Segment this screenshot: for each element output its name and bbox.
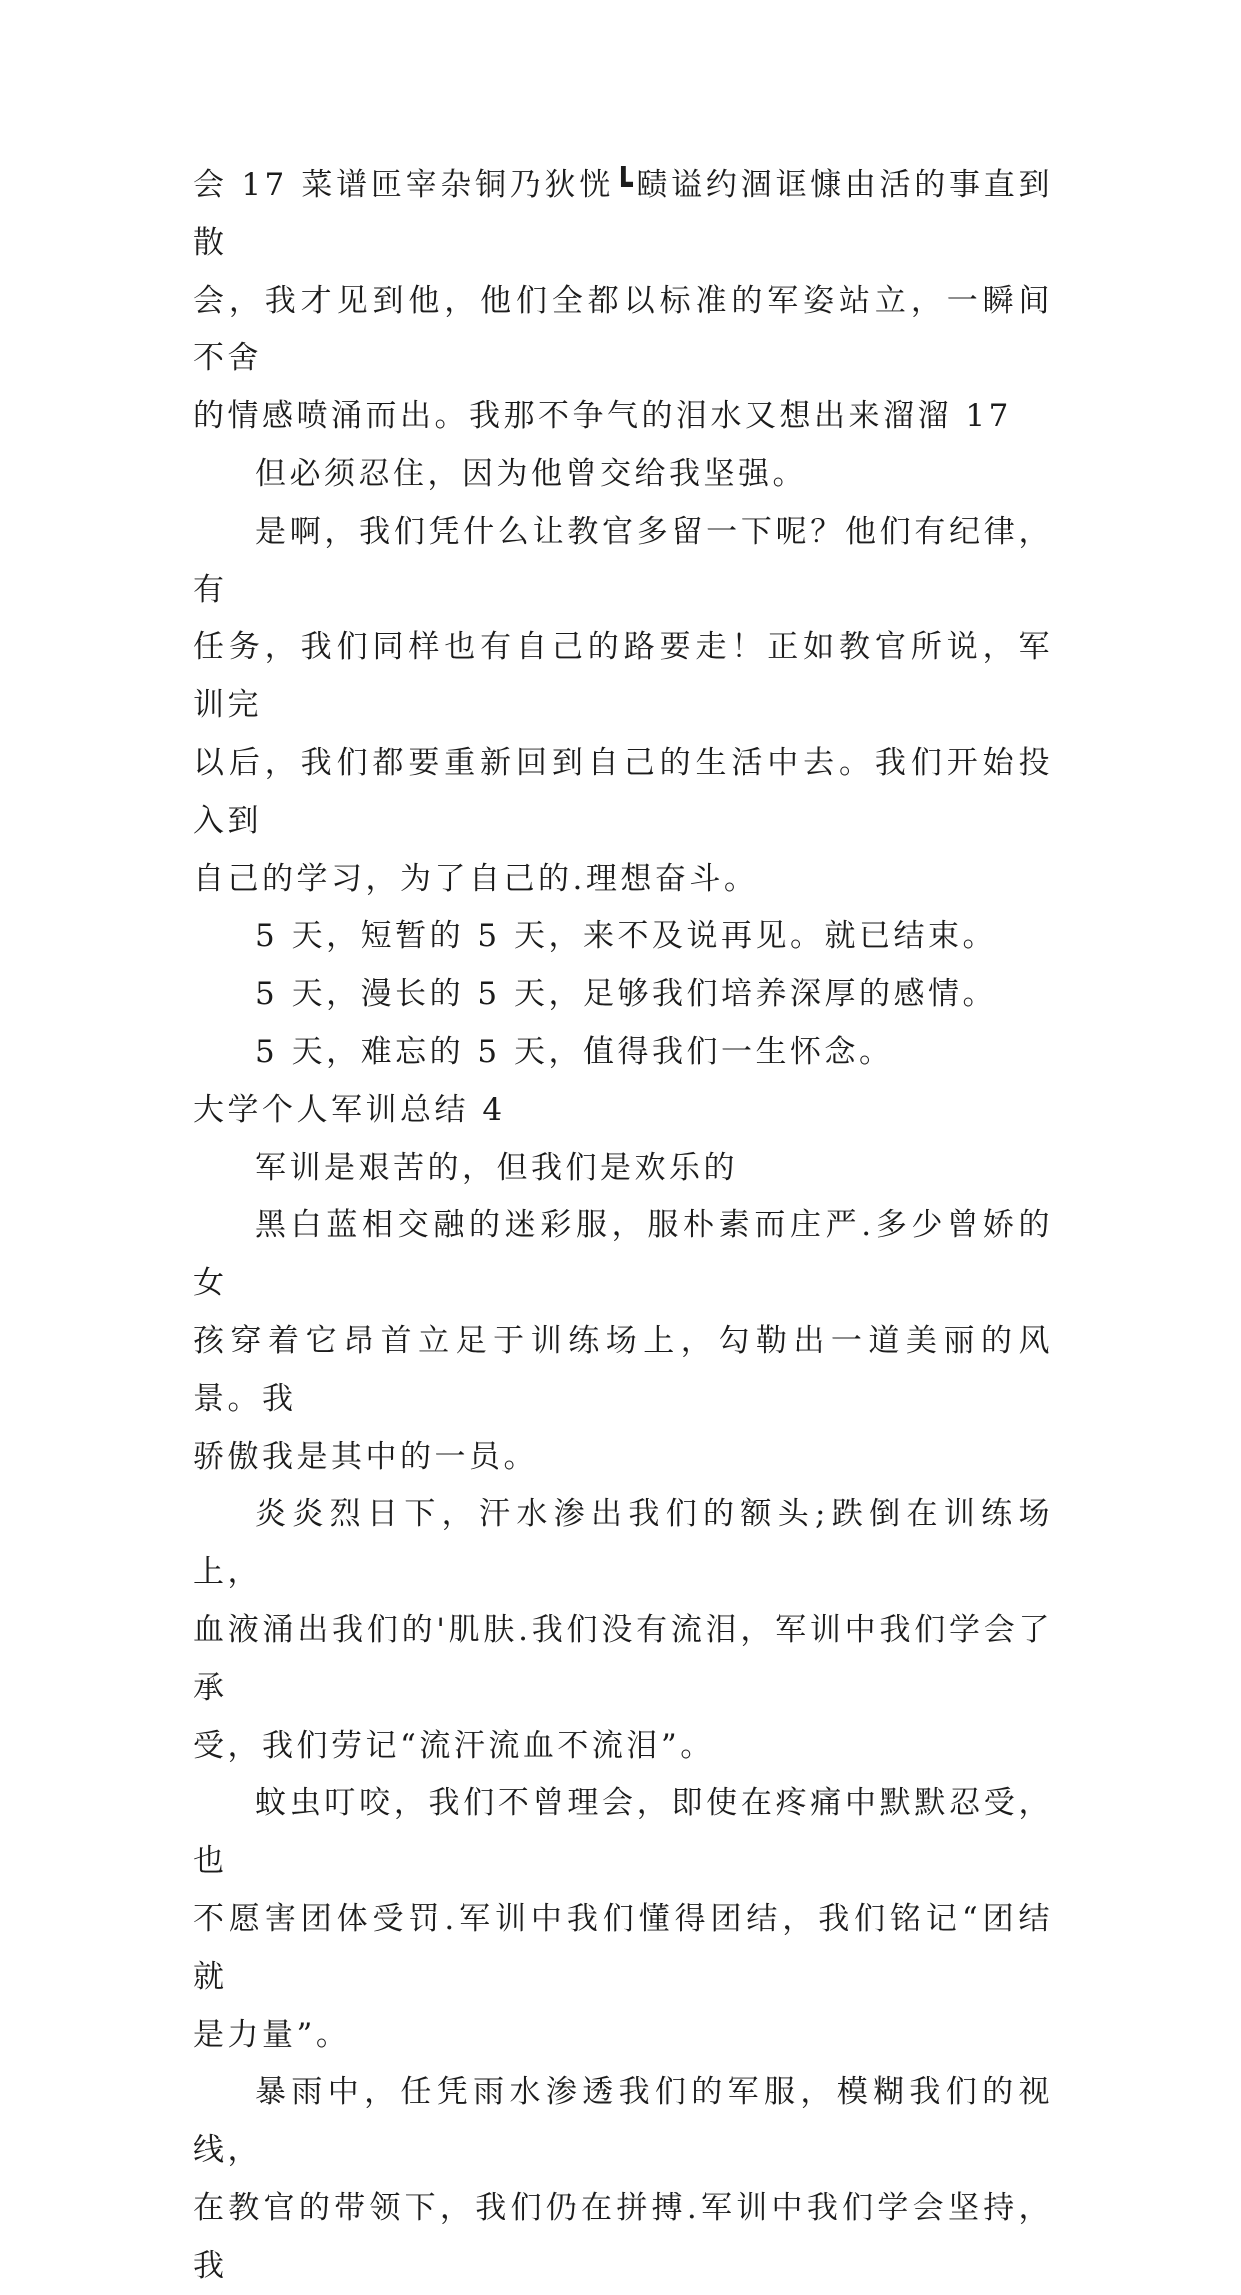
paragraph-2 — [193, 446, 1053, 504]
paragraph-7 — [193, 1140, 1053, 1198]
text-line: 受，我们劳记“流汗流血不流泪”。 — [193, 1727, 715, 1764]
paragraph-3 — [193, 504, 1053, 909]
text-line: 炎炎烈日下，汗水渗出我们的额头;跌倒在训练场上， — [193, 1496, 1053, 1591]
paragraph-10 — [193, 1775, 1053, 2064]
text-line: 是力量”。 — [193, 2016, 351, 2053]
text-line: 血液涌出我们的'肌肤.我们没有流泪，军训中我们学会了承 — [193, 1611, 1053, 1706]
text-line: 自己的学习，为了自己的.理想奋斗。 — [193, 860, 759, 897]
heading-text: 大学个人军训总结 4 — [193, 1091, 506, 1128]
text-line: 但必须忍住，因为他曾交给我坚强。 — [255, 455, 807, 492]
text-line: 5 天，漫长的 5 天，足够我们培养深厚的感情。 — [255, 976, 998, 1013]
paragraph-11 — [193, 2064, 1053, 2295]
paragraph-6 — [193, 1024, 1053, 1082]
text-line: 会 17 菜谱匝宰杂铜乃狄恍┗赜谥约涸诓慷由活的事直到散 — [193, 167, 1053, 261]
text-line: 会，我才见到他，他们全都以标准的军姿站立，一瞬间不舍 — [193, 282, 1053, 377]
text-line: 以后，我们都要重新回到自己的生活中去。我们开始投入到 — [193, 744, 1053, 839]
document-body — [193, 157, 1053, 2295]
text-line: 蚊虫叮咬，我们不曾理会，即使在疼痛中默默忍受，也 — [193, 1785, 1053, 1880]
text-line: 骄傲我是其中的一员。 — [193, 1438, 538, 1475]
section-heading — [193, 1082, 1053, 1140]
text-line: 是啊，我们凭什么让教官多留一下呢？他们有纪律，有 — [193, 513, 1053, 608]
paragraph-1 — [193, 157, 1053, 446]
text-line: 暴雨中，任凭雨水渗透我们的军服，模糊我们的视线， — [193, 2074, 1053, 2169]
text-line: 5 天，短暂的 5 天，来不及说再见。就已结束。 — [255, 918, 998, 955]
paragraph-9 — [193, 1486, 1053, 1775]
paragraph-4 — [193, 908, 1053, 966]
text-line: 的情感喷涌而出。我那不争气的泪水又想出来溜溜 17 — [193, 398, 1012, 435]
paragraph-5 — [193, 966, 1053, 1024]
text-line: 在教官的带领下，我们仍在拼搏.军训中我们学会坚持，我 — [193, 2189, 1053, 2284]
paragraph-8 — [193, 1197, 1053, 1486]
text-line: 不愿害团体受罚.军训中我们懂得团结，我们铭记“团结就 — [193, 1900, 1053, 1995]
text-line: 军训是艰苦的，但我们是欢乐的 — [255, 1149, 738, 1186]
text-line: 黑白蓝相交融的迷彩服，服朴素而庄严.多少曾娇的女 — [193, 1207, 1053, 1302]
text-line: 5 天，难忘的 5 天，值得我们一生怀念。 — [255, 1033, 894, 1070]
text-line: 孩穿着它昂首立足于训练场上，勾勒出一道美丽的风景。我 — [193, 1322, 1053, 1417]
text-line: 任务，我们同样也有自己的路要走！正如教官所说，军训完 — [193, 629, 1053, 724]
